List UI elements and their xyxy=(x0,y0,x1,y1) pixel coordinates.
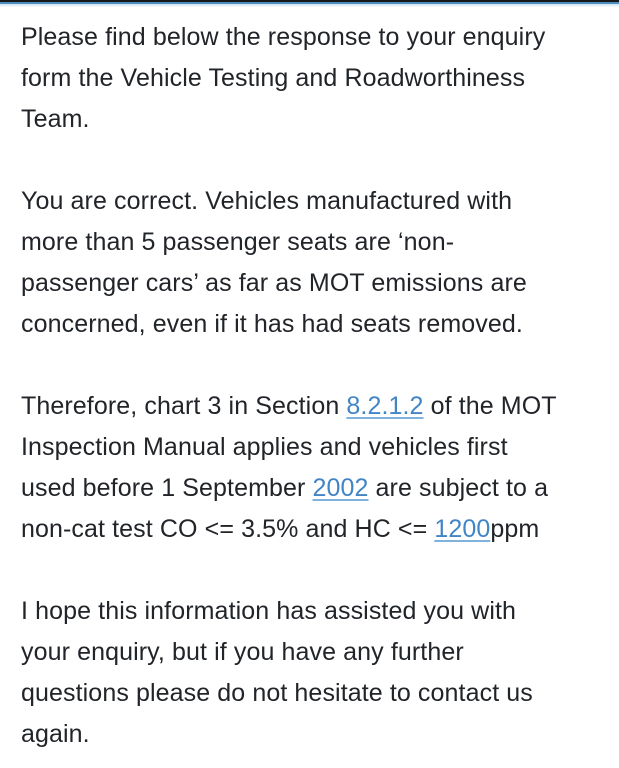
text-segment: ppm xyxy=(490,515,540,543)
text-segment: Therefore, chart 3 in Section xyxy=(21,392,347,420)
link-1200[interactable]: 1200 xyxy=(434,515,491,543)
text-segment: non-cat test CO <= 3.5% and HC <= xyxy=(21,515,435,543)
text-line: passenger cars’ as far as MOT emissions are xyxy=(21,269,527,297)
text-line: concerned, even if it has had seats removed. xyxy=(21,310,523,338)
paragraph-closing xyxy=(21,591,607,755)
text-segment: used before 1 September xyxy=(21,474,313,502)
paragraph-technical-detail xyxy=(21,386,607,550)
text-line: your enquiry, but if you have any further xyxy=(21,638,464,666)
link-year-2002[interactable]: 2002 xyxy=(312,474,369,502)
text-line: You are correct. Vehicles manufactured with xyxy=(21,187,513,215)
text-line: questions please do not hesitate to contact us xyxy=(21,679,533,707)
screenshot-top-edge xyxy=(0,0,619,7)
text-line: Team. xyxy=(21,105,90,133)
text-line: more than 5 passenger seats are ‘non- xyxy=(21,228,455,256)
text-line: Please find below the response to your enquiry xyxy=(21,23,546,51)
text-line: I hope this information has assisted you with xyxy=(21,597,517,625)
link-section-8-2-1-2[interactable]: 8.2.1.2 xyxy=(346,392,424,420)
text-line xyxy=(21,386,607,427)
paragraph-intro xyxy=(21,17,607,140)
paragraph-confirmation xyxy=(21,181,607,345)
text-line: Inspection Manual applies and vehicles first xyxy=(21,433,508,461)
email-body xyxy=(0,7,619,755)
text-line xyxy=(21,509,607,550)
text-line: form the Vehicle Testing and Roadworthiness xyxy=(21,64,526,92)
text-segment: are subject to a xyxy=(368,474,549,502)
text-line: again. xyxy=(21,720,90,748)
text-segment: of the MOT xyxy=(423,392,557,420)
text-line xyxy=(21,468,607,509)
